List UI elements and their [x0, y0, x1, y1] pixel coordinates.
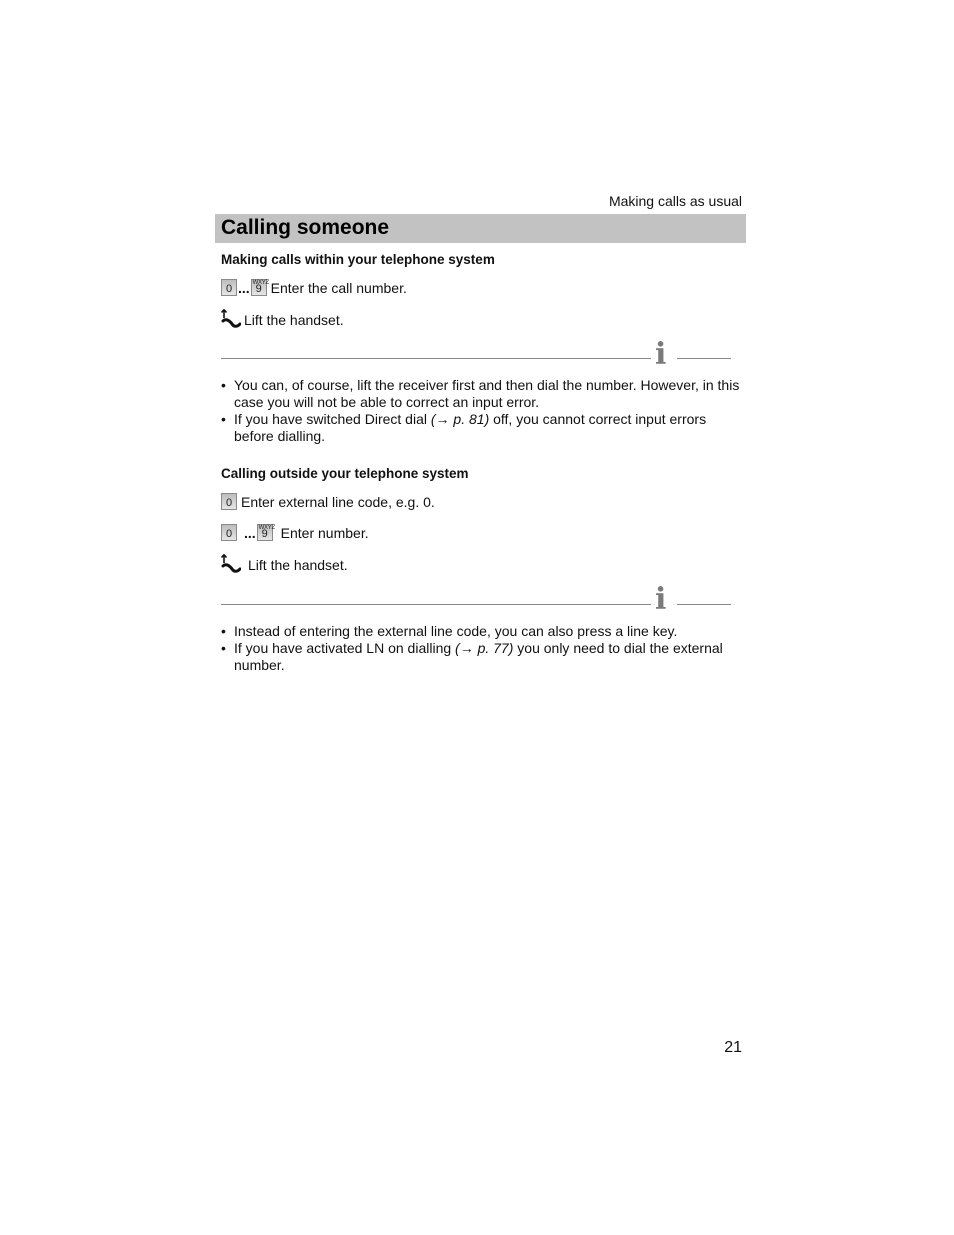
internal-calls-heading: Making calls within your telephone system: [221, 252, 495, 267]
key-0-icon: 0: [221, 493, 237, 510]
page-number: 21: [724, 1039, 742, 1056]
key-9-icon: WXYZ 9: [252, 280, 269, 295]
page-reference: (→ p. 81): [430, 411, 490, 427]
info-divider-left: [221, 358, 651, 359]
key-0-icon: 0: [221, 524, 237, 541]
note-item: • If you have switched Direct dial (→ p. 81) off, you cannot correct input errors before dialling.: [221, 411, 746, 445]
info-divider-left: [221, 604, 651, 605]
info-icon: i: [655, 582, 667, 617]
step-text: Lift the handset.: [244, 312, 344, 328]
note-item: • You can, of course, lift the receiver first and then dial the number. However, in this case you will not be able to correct an input error.: [221, 377, 746, 411]
step-text: Enter external line code, e.g. 0.: [241, 493, 435, 510]
info-divider-right: [677, 604, 731, 605]
step-text: Enter the call number.: [270, 279, 407, 296]
key-0-icon: 0: [221, 279, 237, 296]
internal-step-enter-number: 0 ... WXYZ 9 Enter the call number.: [221, 279, 407, 296]
key-9-icon: WXYZ 9: [258, 525, 275, 540]
info-divider-right: [677, 358, 731, 359]
step-text: Enter number.: [280, 524, 369, 541]
page-reference: (→ p. 77): [455, 640, 514, 656]
step-text: Lift the handset.: [248, 557, 348, 573]
section-title-bar: [215, 214, 746, 243]
internal-step-lift-handset: [221, 309, 344, 331]
external-notes-list: [221, 623, 746, 674]
internal-notes-list: [221, 377, 746, 445]
external-step-line-code: [221, 493, 435, 510]
info-icon: i: [655, 337, 667, 372]
lift-handset-icon: [221, 309, 241, 331]
external-calls-heading: Calling outside your telephone system: [221, 466, 469, 481]
note-item: • Instead of entering the external line code, you can also press a line key.: [221, 623, 746, 640]
running-header: Making calls as usual: [608, 193, 742, 209]
lift-handset-icon: [221, 554, 241, 576]
section-title: Calling someone: [221, 216, 390, 239]
external-step-enter-number: 0 ... WXYZ 9 Enter number.: [221, 524, 369, 541]
external-step-lift-handset: [221, 554, 348, 576]
note-item: • If you have activated LN on dialling (→ p. 77) you only need to dial the external number.: [221, 640, 746, 674]
